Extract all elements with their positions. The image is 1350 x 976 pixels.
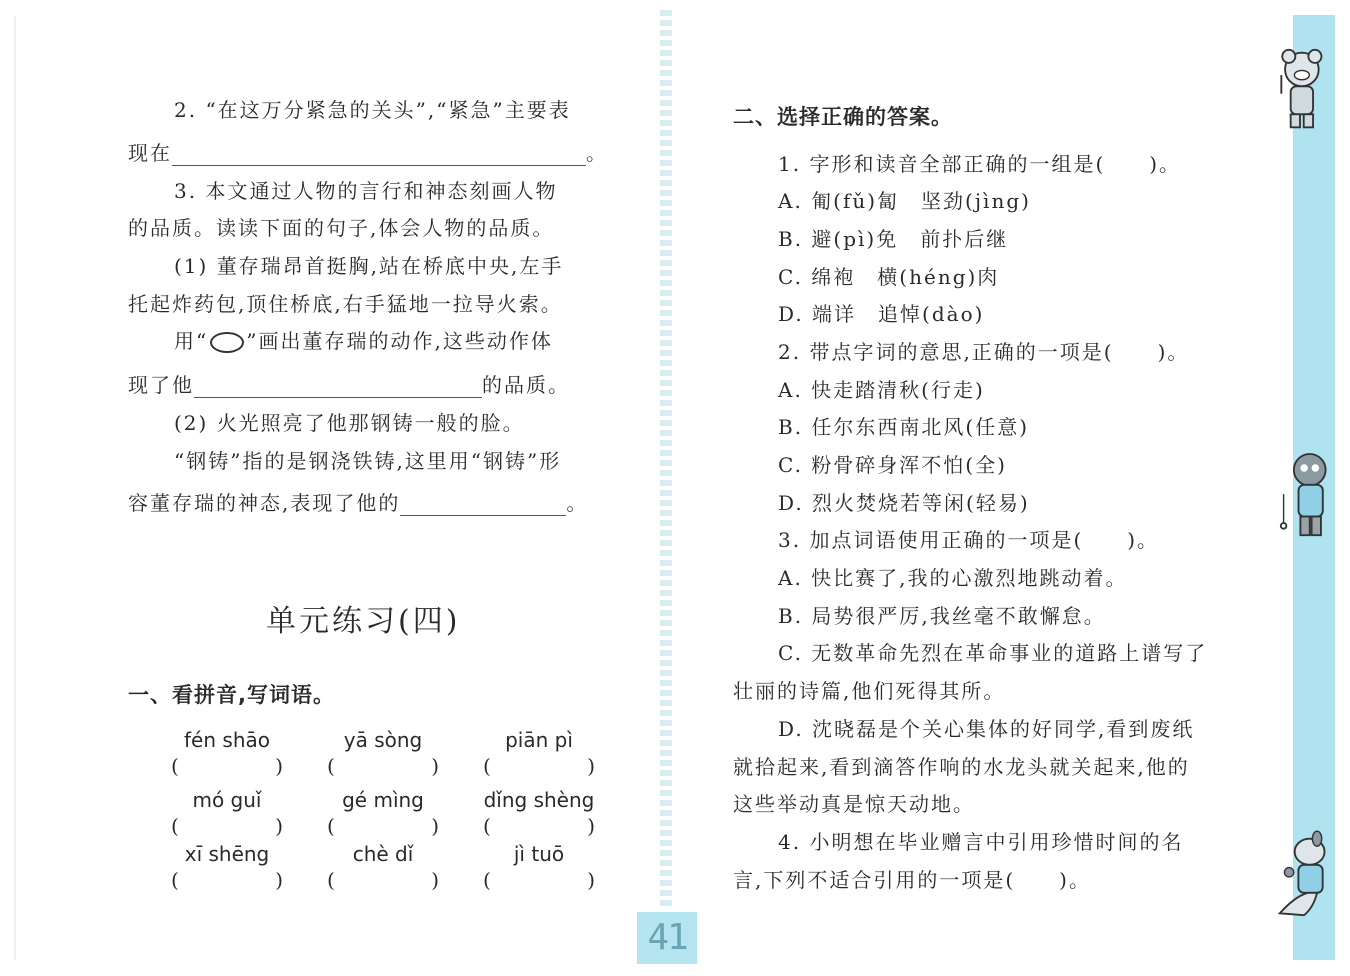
sentence-1-lead: 现了他 <box>128 373 194 397</box>
option-3d-line3[interactable]: 这些举动真是惊天动地。 <box>733 792 975 816</box>
unit-title: 单元练习(四) <box>266 604 461 639</box>
answer-box[interactable]: ( ) <box>483 868 595 892</box>
pinyin-item: dǐng shèng <box>483 788 595 812</box>
pinyin-item: fén shāo <box>184 728 270 752</box>
answer-box[interactable]: ( ) <box>483 814 595 838</box>
option-3c-line2[interactable]: 壮丽的诗篇,他们死得其所。 <box>733 679 1006 703</box>
sentence-1-line1: (1) 董存瑞昂首挺胸,站在桥底中央,左手 <box>174 254 564 278</box>
book-gutter <box>660 10 672 910</box>
answer-blank[interactable] <box>172 145 586 166</box>
page-edge <box>14 16 16 960</box>
choice-question-1: 1. 字形和读音全部正确的一组是( )。 <box>778 152 1182 176</box>
option-2a[interactable]: A. 快走踏清秋(行走) <box>778 378 985 402</box>
section-1-heading: 一、看拼音,写词语。 <box>128 683 335 707</box>
option-1d[interactable]: D. 端详 追悼(dào) <box>778 302 985 326</box>
sentence-1-line4 <box>128 372 570 398</box>
option-1b[interactable]: B. 避(pì)免 前扑后继 <box>778 227 1009 251</box>
pinyin-item: chè dǐ <box>352 842 414 866</box>
option-1a[interactable]: A. 匍(fǔ)匐 坚劲(jìng) <box>778 189 1031 213</box>
sentence-1-line2: 托起炸药包,顶住桥底,右手猛地一拉导火索。 <box>128 292 563 316</box>
option-3d-line2[interactable]: 就拾起来,看到滴答作响的水龙头就关起来,他的 <box>733 755 1190 779</box>
sentence-2-end: 。 <box>566 491 589 515</box>
pinyin-item: jì tuō <box>513 842 565 866</box>
option-2c[interactable]: C. 粉骨碎身浑不怕(全) <box>778 453 1007 477</box>
pinyin-item: piān pì <box>505 728 573 752</box>
answer-box[interactable]: ( ) <box>171 868 283 892</box>
choice-question-4-line2: 言,下列不适合引用的一项是( )。 <box>733 868 1091 892</box>
cat-yoyo-mascot-icon <box>1278 446 1334 546</box>
option-3d-line1[interactable]: D. 沈晓磊是个关心集体的好同学,看到废纸 <box>778 717 1195 741</box>
sentence-2-line3 <box>128 490 588 516</box>
question-2-line1: 2. “在这万分紧急的关头”,“紧急”主要表 <box>174 98 571 122</box>
sentence-1-post: ”画出董存瑞的动作,这些动作体 <box>246 329 553 353</box>
sentence-1-pre: 用“ <box>174 329 209 353</box>
pinyin-item: yā sòng <box>343 728 423 752</box>
sentence-2-line1: (2) 火光照亮了他那钢铸一般的脸。 <box>174 411 525 435</box>
question-3-line1: 3. 本文通过人物的言行和神态刻画人物 <box>174 179 558 203</box>
answer-box[interactable]: ( ) <box>327 754 439 778</box>
option-3a[interactable]: A. 快比赛了,我的心激烈地跳动着。 <box>778 566 1128 590</box>
option-3b[interactable]: B. 局势很严厉,我丝毫不敢懈怠。 <box>778 604 1106 628</box>
dog-mascot-icon <box>1276 826 1332 926</box>
option-1c[interactable]: C. 绵袍 横(héng)肉 <box>778 265 1000 289</box>
option-3c-line1[interactable]: C. 无数革命先烈在革命事业的道路上谱写了 <box>778 641 1208 665</box>
sentence-2-lead: 容董存瑞的神态,表现了他的 <box>128 491 401 515</box>
sentence-1-line3 <box>174 328 553 354</box>
pinyin-item: mó guǐ <box>192 788 262 812</box>
answer-box[interactable]: ( ) <box>327 868 439 892</box>
question-3-line2: 的品质。读读下面的句子,体会人物的品质。 <box>128 216 555 240</box>
choice-question-3: 3. 加点词语使用正确的一项是( )。 <box>778 528 1160 552</box>
answer-blank[interactable] <box>400 495 566 516</box>
option-2b[interactable]: B. 任尔东西南北风(任意) <box>778 415 1030 439</box>
section-2-heading: 二、选择正确的答案。 <box>733 105 953 129</box>
question-2-end: 。 <box>586 141 608 165</box>
pig-mascot-icon <box>1272 40 1328 140</box>
choice-question-2: 2. 带点字词的意思,正确的一项是( )。 <box>778 340 1190 364</box>
pinyin-item: gé mìng <box>342 788 424 812</box>
choice-question-4-line1: 4. 小明想在毕业赠言中引用珍惜时间的名 <box>778 830 1184 854</box>
sentence-2-line2: “钢铸”指的是钢浇铁铸,这里用“钢铸”形 <box>174 449 562 473</box>
question-2-line2 <box>128 140 608 166</box>
pinyin-item: xī shēng <box>184 842 270 866</box>
answer-box[interactable]: ( ) <box>171 754 283 778</box>
answer-box[interactable]: ( ) <box>483 754 595 778</box>
answer-box[interactable]: ( ) <box>171 814 283 838</box>
option-2d[interactable]: D. 烈火焚烧若等闲(轻易) <box>778 491 1030 515</box>
answer-blank[interactable] <box>194 377 482 398</box>
answer-box[interactable]: ( ) <box>327 814 439 838</box>
sentence-1-tail: 的品质。 <box>482 373 570 397</box>
question-2-lead: 现在 <box>128 141 172 165</box>
circle-mark-icon <box>210 332 244 353</box>
page-number: 41 <box>637 912 697 964</box>
